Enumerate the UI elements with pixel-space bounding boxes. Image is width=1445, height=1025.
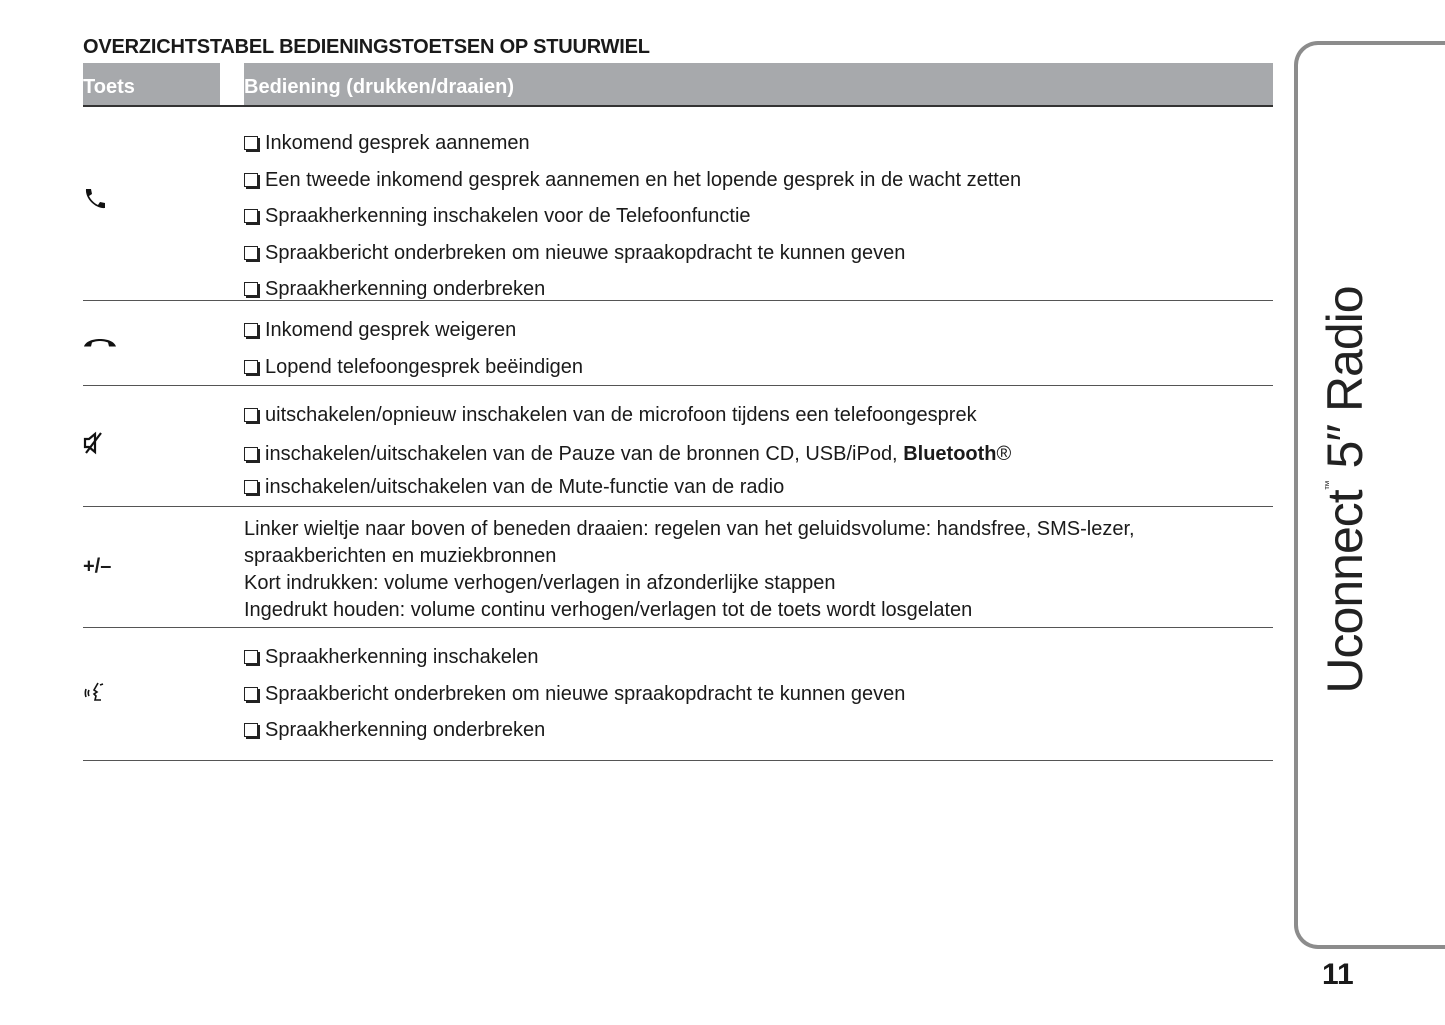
table-header — [83, 63, 1273, 107]
bluetooth-brand: Bluetooth — [903, 443, 997, 465]
text-line: Kort indrukken: volume verhogen/verlagen in afzonderlijke stappen — [244, 572, 836, 594]
list-item: Inkomend gesprek aannemen — [244, 125, 1273, 162]
list-item: Spraakherkenning inschakelen voor de Telefoonfunctie — [244, 198, 1273, 235]
text-line: Ingedrukt houden: volume continu verhogen/verlagen tot de toets wordt losgelaten — [244, 599, 973, 621]
list-item: inschakelen/uitschakelen van de Mute-functie van de radio — [244, 474, 1273, 500]
page-number: 11 — [1322, 958, 1354, 991]
table-row — [83, 507, 1273, 628]
list-item: Lopend telefoongesprek beëindigen — [244, 349, 1273, 386]
list-item: Spraakherkenning onderbreken — [244, 712, 1273, 749]
header-key: Toets — [83, 63, 220, 105]
phone-answer-icon — [83, 187, 107, 217]
table-row — [83, 301, 1273, 386]
phone-hangup-icon — [83, 332, 117, 355]
text-line: Linker wieltje naar boven of beneden draaien: regelen van het geluidsvolume: handsfree, SMS-lezer, — [244, 518, 1135, 540]
header-operation: Bediening (drukken/draaien) — [244, 63, 1273, 105]
list-item: Spraakherkenning onderbreken — [244, 271, 1273, 308]
mute-icon — [83, 431, 105, 461]
list-item: Spraakbericht onderbreken om nieuwe spraakopdracht te kunnen geven — [244, 235, 1273, 272]
list-item: Inkomend gesprek weigeren — [244, 312, 1273, 349]
table-row — [83, 386, 1273, 507]
list-item: inschakelen/uitschakelen van de Pauze van de bronnen CD, USB/iPod, Bluetooth® — [244, 441, 1273, 467]
voice-command-icon — [83, 679, 107, 709]
list-item: uitschakelen/opnieuw inschakelen van de microfoon tijdens een telefoongesprek — [244, 402, 1273, 428]
section-tab-title: Uconnect™ 5″ Radio — [1317, 286, 1373, 694]
list-item: Een tweede inkomend gesprek aannemen en het lopende gesprek in de wacht zetten — [244, 162, 1273, 199]
table-row — [83, 628, 1273, 761]
page-title: OVERZICHTSTABEL BEDIENINGSTOETSEN OP STUURWIEL — [83, 36, 650, 58]
table-row — [83, 107, 1273, 301]
controls-table — [83, 63, 1273, 761]
text-line: spraakberichten en muziekbronnen — [244, 545, 557, 567]
volume-plus-minus-label: +/– — [83, 555, 112, 578]
list-item: Spraakherkenning inschakelen — [244, 639, 1273, 676]
list-item: Spraakbericht onderbreken om nieuwe spraakopdracht te kunnen geven — [244, 676, 1273, 713]
